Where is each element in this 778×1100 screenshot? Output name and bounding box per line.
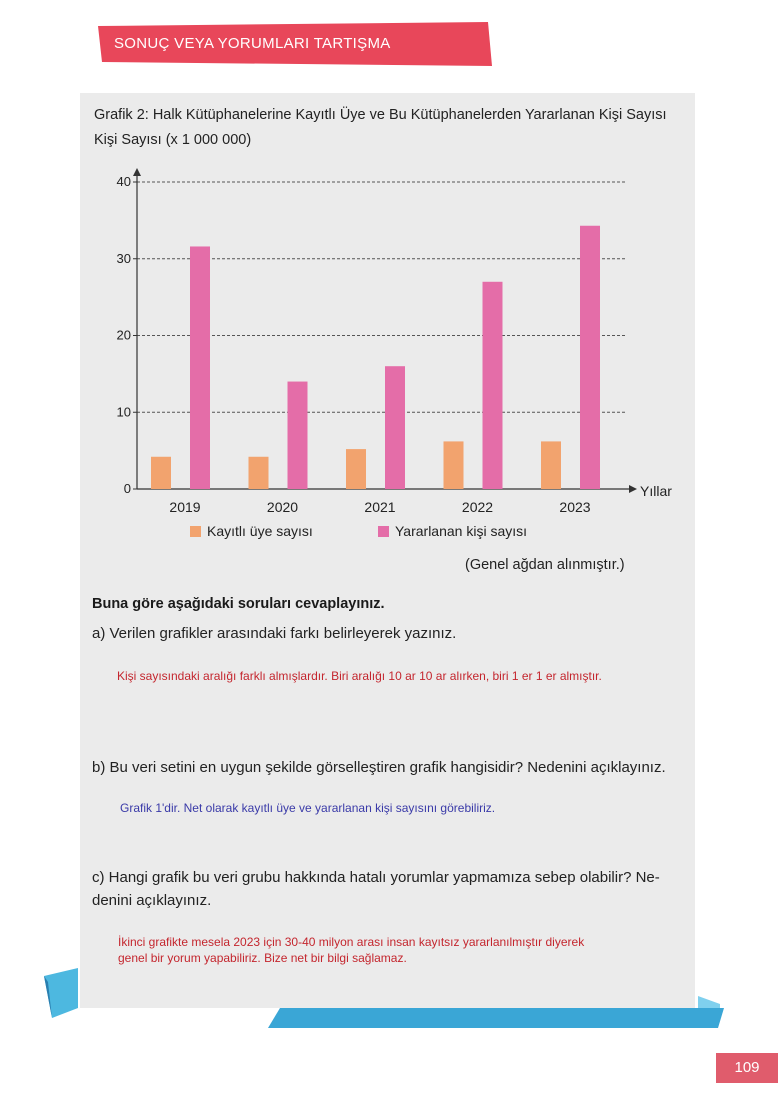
x-axis-arrow <box>629 485 637 493</box>
y-tick-label: 0 <box>123 481 131 496</box>
bar-chart <box>94 160 694 555</box>
x-tick-label: 2021 <box>364 499 396 515</box>
y-tick-label: 10 <box>116 404 131 420</box>
bar <box>249 457 269 489</box>
section-banner <box>98 22 492 66</box>
x-tick-label: 2022 <box>461 499 494 515</box>
bar <box>541 441 561 489</box>
bar <box>151 457 171 489</box>
answer-a: Kişi sayısındaki aralığı farklı almışlardır. Biri aralığı 10 ar 10 ar alırken, biri 1 er 1 er almıştır. <box>117 669 602 683</box>
legend-label: Kayıtlı üye sayısı <box>207 523 313 539</box>
page-number: 109 <box>716 1053 778 1083</box>
ribbon-left-decoration <box>44 968 84 1020</box>
bar <box>444 441 464 489</box>
legend-label: Yararlanan kişi sayısı <box>395 523 528 539</box>
banner-title: SONUÇ VEYA YORUMLARI TARTIŞMA <box>114 35 391 52</box>
x-tick-label: 2019 <box>169 499 201 515</box>
answer-c-line1: İkinci grafikte mesela 2023 için 30-40 milyon arası insan kayıtsız yararlanılmıştır diyerek <box>118 935 585 949</box>
question-c-line1: c) Hangi grafik bu veri grubu hakkında hatalı yorumlar yapmamıza sebep olabilir? Ne- <box>92 869 660 886</box>
x-axis-title: Yıllar <box>640 483 672 499</box>
bar <box>288 382 308 489</box>
bar <box>483 282 503 489</box>
question-a: a) Verilen grafikler arasındaki farkı belirleyerek yazınız. <box>92 625 457 642</box>
chart-title: Grafik 2: Halk Kütüphanelerine Kayıtlı Üye ve Bu Kütüphanelerden Yararlanan Kişi Sayısı <box>94 107 667 123</box>
source-note: (Genel ağdan alınmıştır.) <box>465 557 625 573</box>
answer-b: Grafik 1'dir. Net olarak kayıtlı üye ve yararlanan kişi sayısını görebiliriz. <box>120 801 496 815</box>
legend-swatch <box>190 526 201 537</box>
x-tick-label: 2020 <box>266 499 299 515</box>
ribbon-right-decoration <box>268 996 726 1030</box>
question-c-line2: denini açıklayınız. <box>92 892 212 909</box>
y-tick-label: 20 <box>116 327 131 343</box>
questions-heading: Buna göre aşağıdaki soruları cevaplayınız. <box>92 596 385 612</box>
bar <box>190 246 210 489</box>
x-tick-label: 2023 <box>559 499 591 515</box>
question-b: b) Bu veri setini en uygun şekilde görselleştiren grafik hangisidir? Nedenini açıklayınız. <box>92 759 666 776</box>
legend-swatch <box>378 526 389 537</box>
y-tick-label: 40 <box>116 174 131 189</box>
y-tick-label: 30 <box>116 250 131 266</box>
answer-c-line2: genel bir yorum yapabiliriz. Bize net bir bilgi sağlamaz. <box>118 951 407 965</box>
y-axis-arrow <box>133 168 141 176</box>
bar <box>580 226 600 489</box>
y-axis-title: Kişi Sayısı (x 1 000 000) <box>94 132 252 148</box>
bar <box>385 366 405 489</box>
bar <box>346 449 366 489</box>
